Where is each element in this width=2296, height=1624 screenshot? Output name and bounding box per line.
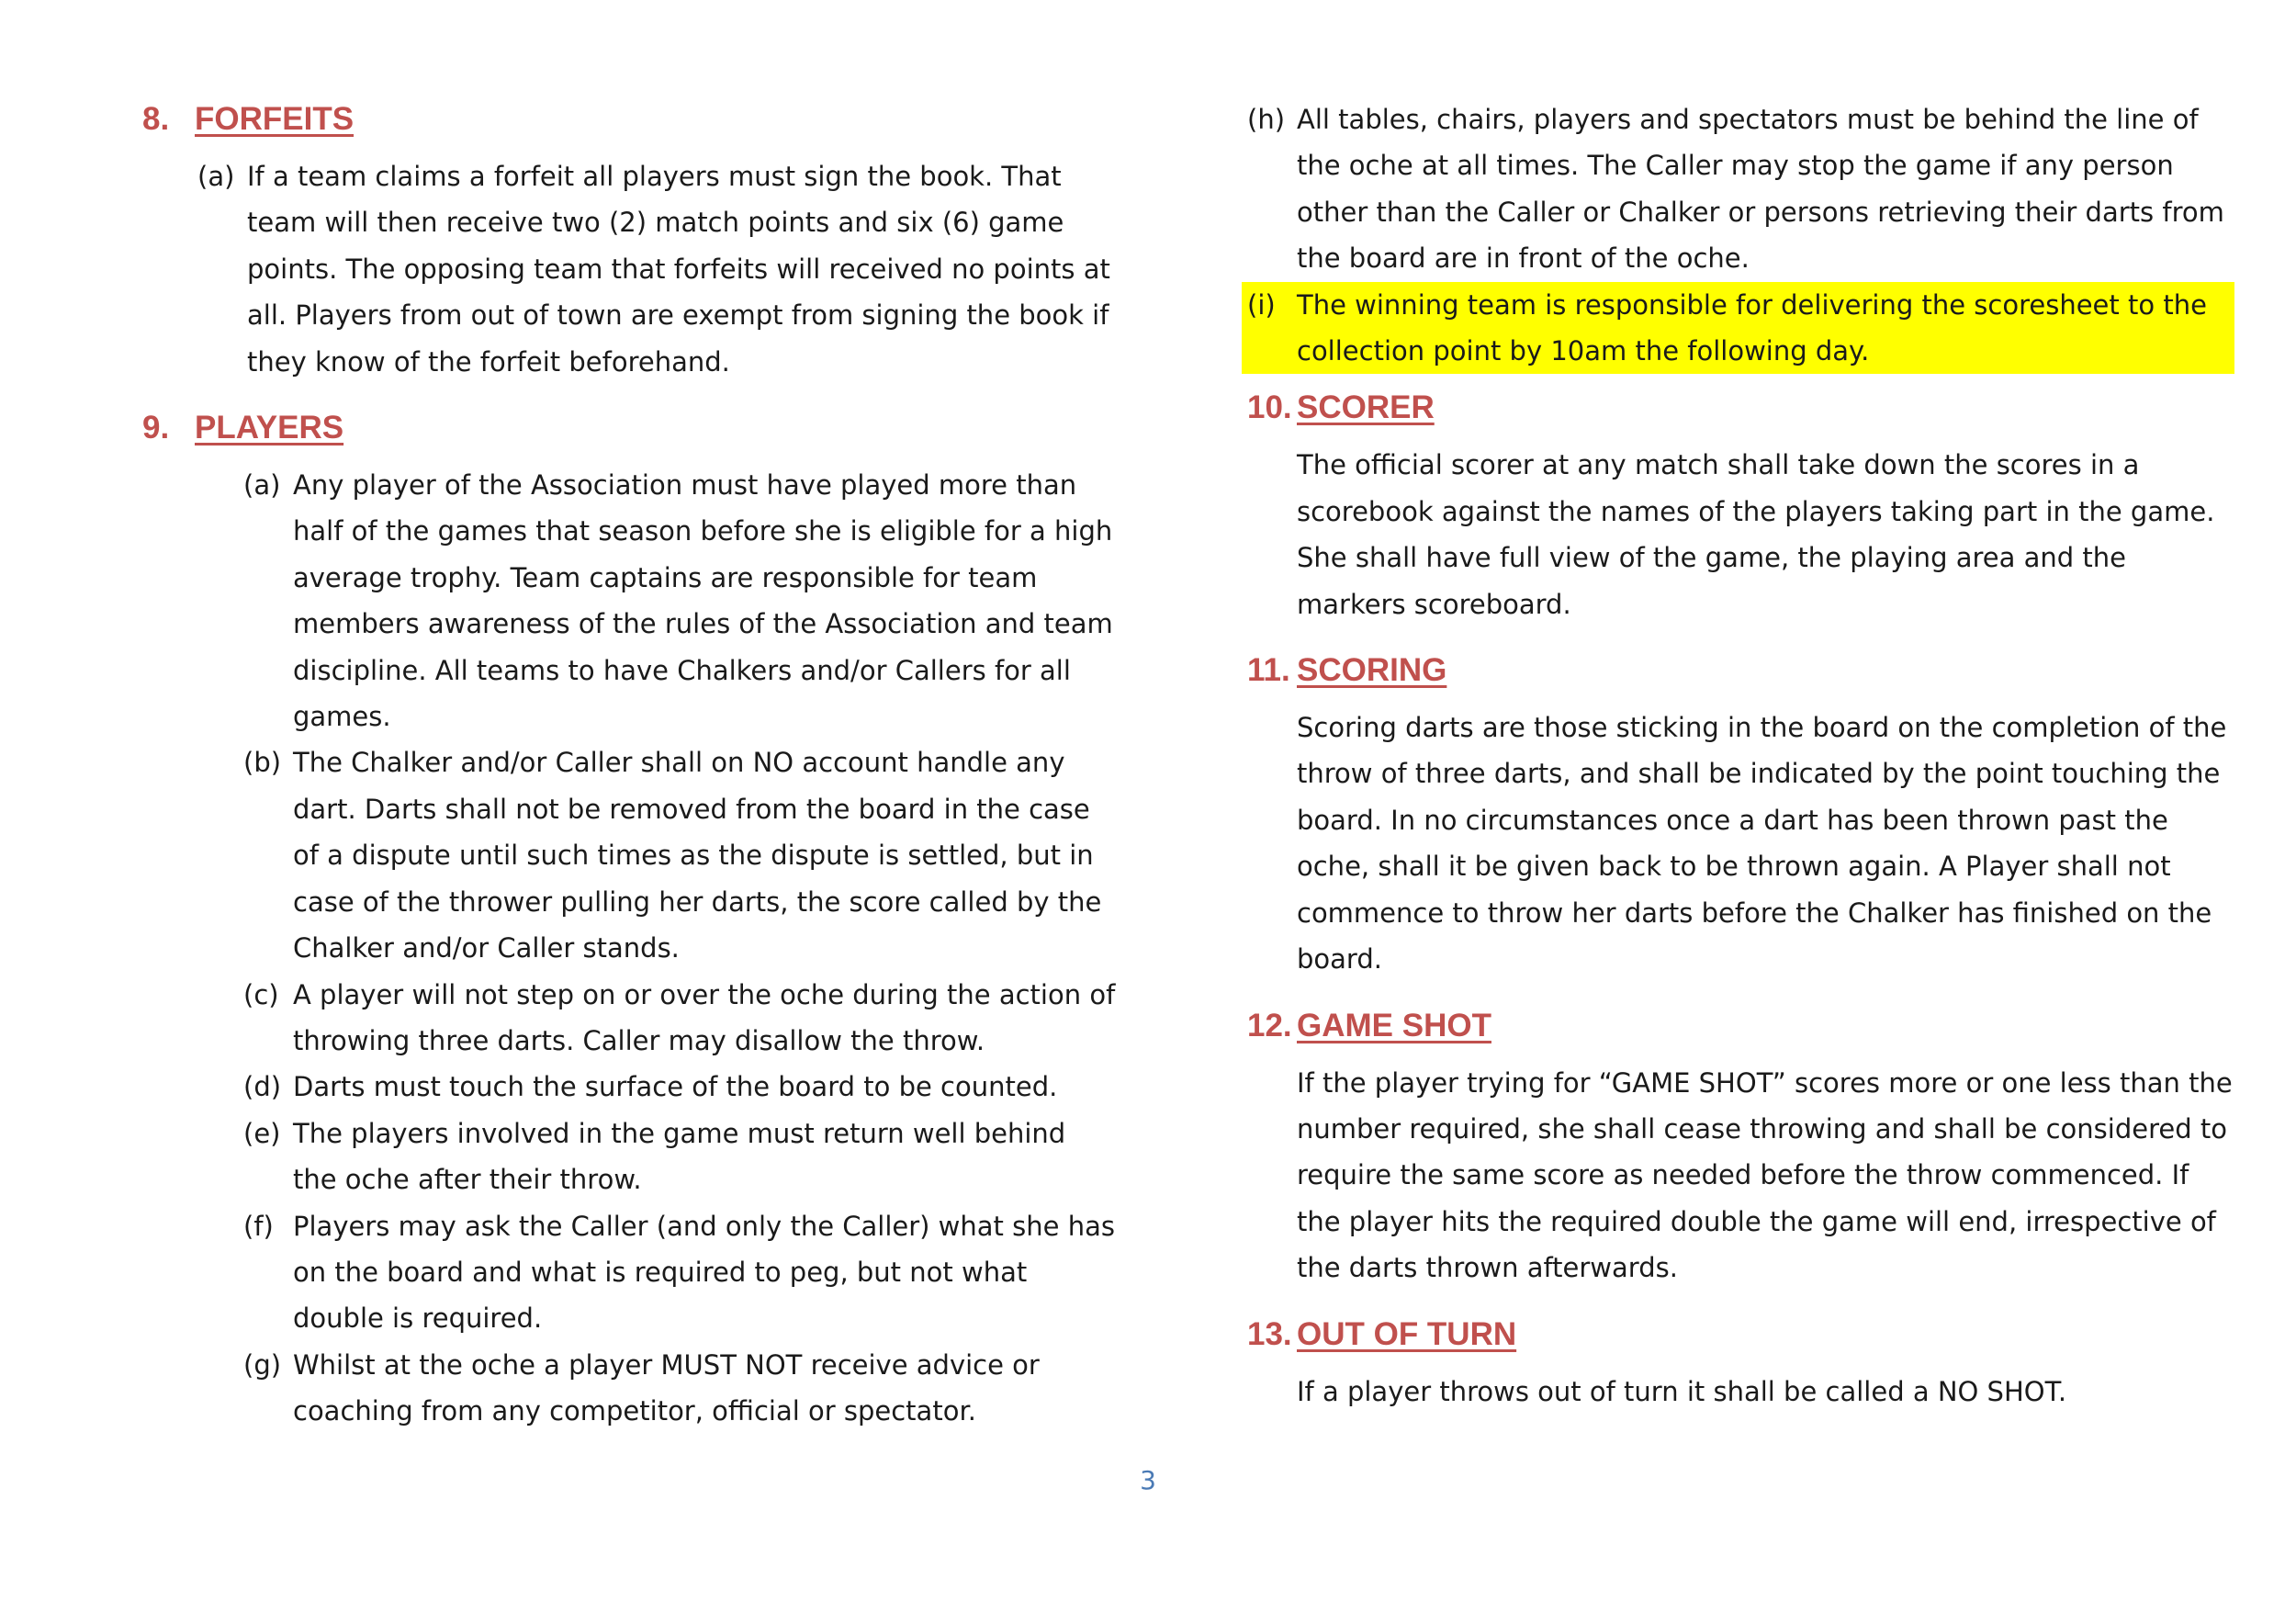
section-8-list bbox=[142, 153, 1116, 385]
list-item bbox=[1146, 96, 2234, 282]
item-label: (e) bbox=[243, 1117, 281, 1149]
item-label: (a) bbox=[197, 161, 235, 192]
section-8-title: FORFEITS bbox=[195, 101, 355, 137]
item-text: A player will not step on or over the oche during the action of throwing three darts. Caller may disallow the throw. bbox=[293, 978, 1116, 1056]
right-column bbox=[1247, 96, 2234, 1415]
item-label: (b) bbox=[243, 747, 282, 779]
section-9-number: 9. bbox=[142, 410, 170, 446]
section-12-title: GAME SHOT bbox=[1297, 1007, 1491, 1043]
section-13-number: 13. bbox=[1247, 1315, 1292, 1352]
section-10-title: SCORER bbox=[1297, 389, 1435, 426]
left-column bbox=[142, 96, 1116, 1435]
section-13-heading bbox=[1247, 1312, 2234, 1358]
section-10-text: The official scorer at any match shall take down the scores in a scorebook against the names of the players taking part in the game. She shall have full view of the game, the playing area and the markers scoreboard. bbox=[1297, 449, 2215, 620]
item-label: (f) bbox=[243, 1210, 274, 1242]
section-11-heading bbox=[1247, 648, 2234, 694]
section-12-heading bbox=[1247, 1003, 2234, 1049]
section-13-text: If a player throws out of turn it shall be called a NO SHOT. bbox=[1297, 1375, 2067, 1407]
section-10-number: 10. bbox=[1247, 389, 1292, 426]
section-9-list bbox=[142, 462, 1116, 1435]
list-item bbox=[142, 462, 1116, 739]
list-item bbox=[142, 153, 1116, 385]
continued-list bbox=[1146, 96, 2234, 374]
item-text: Darts must touch the surface of the board to be counted. bbox=[293, 1071, 1058, 1103]
list-item bbox=[142, 1203, 1116, 1342]
section-8-heading bbox=[142, 96, 1116, 142]
section-8-number: 8. bbox=[142, 101, 170, 137]
item-label: (i) bbox=[1247, 288, 1276, 321]
page-number: 3 bbox=[1140, 1465, 1156, 1495]
item-text: The winning team is responsible for delivering the scoresheet to the collection point by 10am the following day. bbox=[1297, 288, 2207, 367]
item-label: (c) bbox=[243, 978, 279, 1010]
section-11-number: 11. bbox=[1247, 652, 1290, 689]
item-label: (a) bbox=[243, 469, 281, 502]
item-text: The players involved in the game must return well behind the oche after their throw. bbox=[293, 1117, 1066, 1196]
section-11-text: Scoring darts are those sticking in the board on the completion of the throw of three darts, and shall be indicated by the point touching the board. In no circumstances once a dart has been thrown past the oche, shall it be given back to be thrown again. A Player shall not commence to throw her darts before the Chalker has finished on the board. bbox=[1297, 712, 2227, 976]
item-text: If a team claims a forfeit all players must sign the book. That team will then receive two (2) match points and six (6) game points. The opposing team that forfeits will received no points at all. Players from out of town are exempt from signing the book if they know of the forfeit beforehand. bbox=[247, 161, 1110, 378]
section-9-heading bbox=[142, 405, 1116, 451]
item-text: Players may ask the Caller (and only the Caller) what she has on the board and what is required to peg, but not what double is required. bbox=[293, 1210, 1115, 1335]
list-item bbox=[142, 1342, 1116, 1435]
list-item bbox=[142, 739, 1116, 971]
item-label: (h) bbox=[1247, 104, 1286, 135]
list-item bbox=[142, 972, 1116, 1065]
highlighted-list-item bbox=[1242, 282, 2234, 375]
section-10-heading bbox=[1247, 385, 2234, 431]
item-text: Whilst at the oche a player MUST NOT receive advice or coaching from any competitor, official or spectator. bbox=[293, 1348, 1040, 1427]
section-12-number: 12. bbox=[1247, 1007, 1292, 1043]
item-label: (g) bbox=[243, 1348, 282, 1381]
section-11-title: SCORING bbox=[1297, 652, 1447, 689]
item-text: All tables, chairs, players and spectators must be behind the line of the oche at all times. The Caller may stop the game if any person other than the Caller or Chalker or persons retrieving their darts from the board are in front of the oche. bbox=[1297, 104, 2224, 275]
section-13-title: OUT OF TURN bbox=[1297, 1315, 1517, 1352]
item-text: The Chalker and/or Caller shall on NO account handle any dart. Darts shall not be removed from the board in the case of a dispute until such times as the dispute is settled, but in case of the thrower pulling her darts, the score called by the Chalker and/or Caller stands. bbox=[293, 747, 1102, 964]
list-item bbox=[142, 1111, 1116, 1203]
section-9-title: PLAYERS bbox=[195, 410, 344, 446]
section-12-text: If the player trying for “GAME SHOT” scores more or one less than the number required, she shall cease throwing and shall be considered to require the same score as needed before the throw commenced. If the player hits the required double the game will end, irrespective of the darts thrown afterwards. bbox=[1297, 1066, 2233, 1284]
item-label: (d) bbox=[243, 1071, 282, 1103]
item-text: Any player of the Association must have played more than half of the games that season before she is eligible for a high average trophy. Team captains are responsible for team members awareness of the rules of the Association and team discipline. All teams to have Chalkers and/or Callers for all games. bbox=[293, 469, 1113, 733]
list-item bbox=[142, 1064, 1116, 1110]
